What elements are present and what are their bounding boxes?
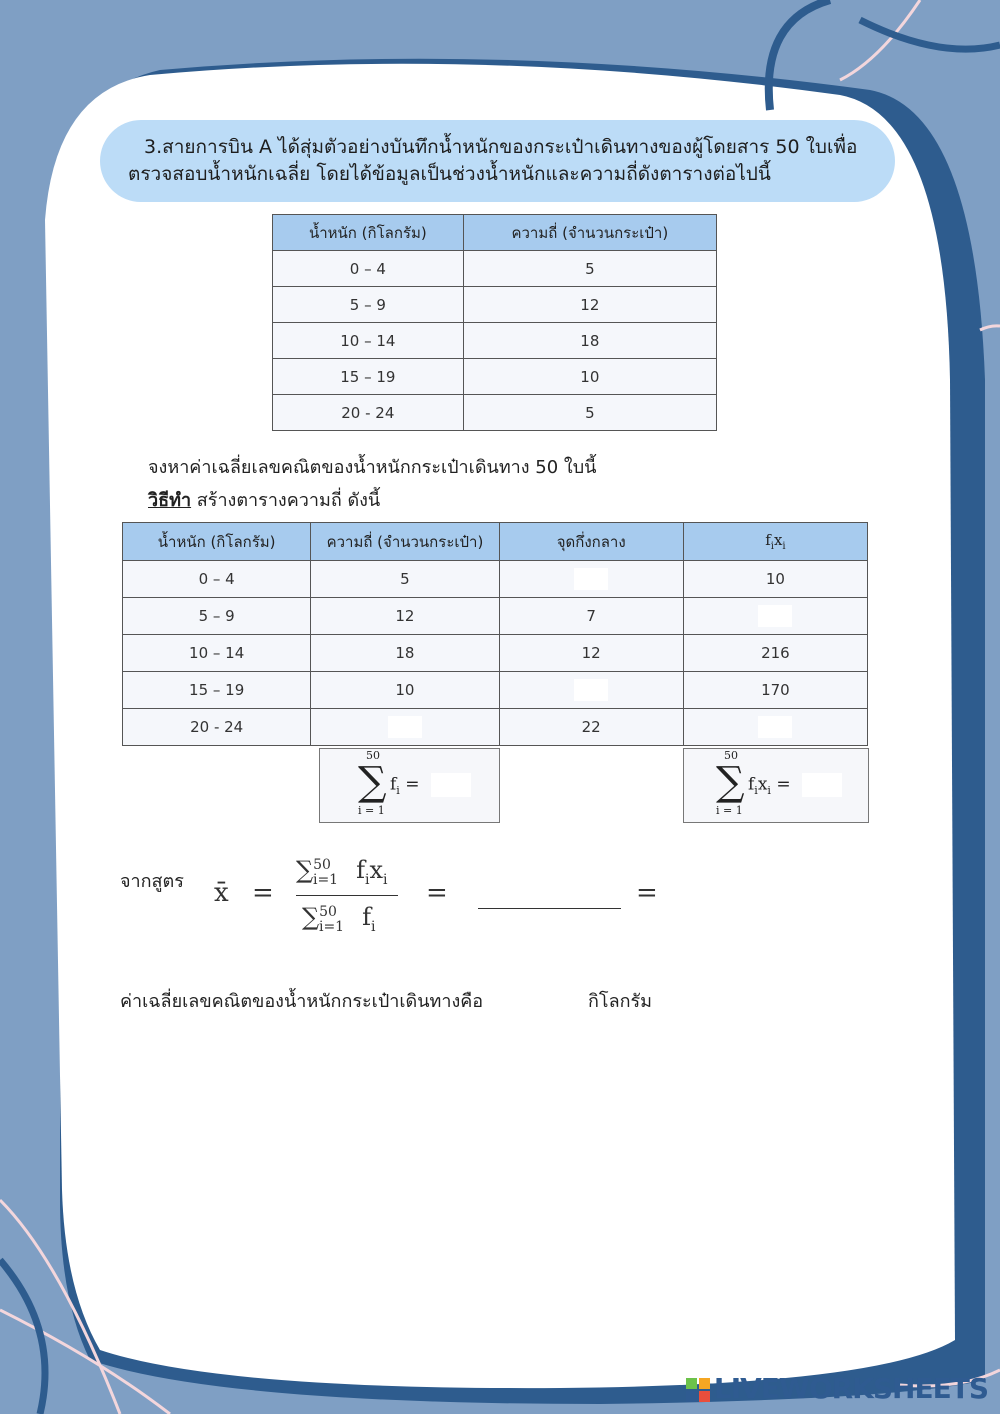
sum-upper-limit: 50 bbox=[366, 749, 380, 762]
table-row bbox=[123, 672, 868, 709]
sum-frequency-input[interactable] bbox=[431, 773, 471, 797]
frequency-cell: 5 bbox=[463, 395, 716, 431]
worksheet-table bbox=[122, 522, 868, 746]
weight-cell: 0 – 4 bbox=[123, 561, 311, 598]
header-frequency: ความถี่ (จำนวนกระเป๋า) bbox=[463, 215, 716, 251]
sum-frequency-box bbox=[319, 748, 500, 823]
table-header-row bbox=[123, 523, 868, 561]
table-row bbox=[273, 395, 717, 431]
answer-unit: กิโลกรัม bbox=[588, 991, 653, 1012]
weight-cell: 15 – 19 bbox=[273, 359, 464, 395]
fixi-cell: 216 bbox=[683, 635, 867, 672]
answer-input[interactable] bbox=[574, 568, 608, 590]
table-row bbox=[273, 323, 717, 359]
midpoint-cell: 22 bbox=[499, 709, 683, 746]
answer-input[interactable] bbox=[574, 679, 608, 701]
answer-input[interactable] bbox=[758, 605, 792, 627]
midpoint-cell: 7 bbox=[499, 598, 683, 635]
logo-text: LIVEWORKSHEETS bbox=[713, 1372, 988, 1405]
table-row bbox=[123, 709, 868, 746]
weight-cell: 15 – 19 bbox=[123, 672, 311, 709]
header-fixi: $f_ix_i$ bbox=[683, 523, 867, 561]
method-line bbox=[148, 485, 380, 514]
method-text: สร้างตารางความถี่ ดังนี้ bbox=[191, 490, 381, 511]
header-weight: น้ำหนัก (กิโลกรัม) bbox=[123, 523, 311, 561]
table-row bbox=[273, 287, 717, 323]
midpoint-cell bbox=[499, 672, 683, 709]
sum-lower-limit: i = 1 bbox=[358, 804, 385, 817]
header-midpoint: จุดกึ่งกลาง bbox=[499, 523, 683, 561]
frequency-cell: 10 bbox=[311, 672, 499, 709]
midpoint-cell bbox=[499, 561, 683, 598]
table-header-row bbox=[273, 215, 717, 251]
weight-cell: 10 – 14 bbox=[123, 635, 311, 672]
midpoint-cell: 12 bbox=[499, 635, 683, 672]
liveworksheets-logo bbox=[686, 1372, 988, 1405]
sum-frequency-expr: $f_i$ = bbox=[390, 773, 471, 797]
weight-cell: 20 - 24 bbox=[123, 709, 311, 746]
frequency-cell: 12 bbox=[311, 598, 499, 635]
sum-fixi-box bbox=[683, 748, 869, 823]
formula-label: จากสูตร bbox=[120, 871, 184, 892]
frequency-table bbox=[272, 214, 717, 431]
fixi-cell: 10 bbox=[683, 561, 867, 598]
sigma-symbol: ∑ bbox=[358, 759, 387, 805]
fixi-cell: 170 bbox=[683, 672, 867, 709]
sum-fixi-expr: $f_ix_i$ = bbox=[748, 773, 842, 797]
numerator: ∑$^{50}_{i=1}$ $f_ix_i$ bbox=[296, 856, 388, 888]
question-bubble bbox=[100, 120, 895, 202]
weight-cell: 0 – 4 bbox=[273, 251, 464, 287]
weight-cell: 5 – 9 bbox=[273, 287, 464, 323]
method-label: วิธีทำ bbox=[148, 490, 192, 511]
weight-cell: 5 – 9 bbox=[123, 598, 311, 635]
instruction-text: จงหาค่าเฉลี่ยเลขคณิตของน้ำหนักกระเป๋าเดินทาง 50 ใบนี้ bbox=[148, 457, 597, 478]
answer-input[interactable] bbox=[758, 716, 792, 738]
question-line-2: ตรวจสอบน้ำหนักเฉลี่ย โดยได้ข้อมูลเป็นช่วงน้ำหนักและความถี่ดังตารางต่อไปนี้ bbox=[128, 163, 771, 185]
header-weight: น้ำหนัก (กิโลกรัม) bbox=[273, 215, 464, 251]
table-row bbox=[123, 561, 868, 598]
table-row bbox=[273, 359, 717, 395]
weight-cell: 10 – 14 bbox=[273, 323, 464, 359]
fraction-bar bbox=[296, 895, 398, 896]
table-row bbox=[123, 598, 868, 635]
frequency-cell: 5 bbox=[311, 561, 499, 598]
frequency-cell: 5 bbox=[463, 251, 716, 287]
weight-cell: 20 - 24 bbox=[273, 395, 464, 431]
equals-sign: = bbox=[426, 878, 448, 908]
answer-input[interactable] bbox=[388, 716, 422, 738]
table-row bbox=[123, 635, 868, 672]
logo-icon bbox=[686, 1378, 710, 1402]
frequency-cell: 18 bbox=[463, 323, 716, 359]
sum-fixi-input[interactable] bbox=[802, 773, 842, 797]
fixi-cell bbox=[683, 598, 867, 635]
sum-upper-limit: 50 bbox=[724, 749, 738, 762]
frequency-cell: 12 bbox=[463, 287, 716, 323]
sigma-symbol: ∑ bbox=[716, 759, 745, 805]
frequency-cell: 18 bbox=[311, 635, 499, 672]
fixi-cell bbox=[683, 709, 867, 746]
header-frequency: ความถี่ (จำนวนกระเป๋า) bbox=[311, 523, 499, 561]
denominator: ∑$^{50}_{i=1}$ $f_i$ bbox=[302, 903, 376, 935]
sum-lower-limit: i = 1 bbox=[716, 804, 743, 817]
equals-sign: = bbox=[252, 878, 274, 908]
answer-line[interactable] bbox=[478, 908, 621, 909]
table-row bbox=[273, 251, 717, 287]
mean-symbol: x̄ bbox=[214, 878, 229, 908]
frequency-cell: 10 bbox=[463, 359, 716, 395]
answer-text: ค่าเฉลี่ยเลขคณิตของน้ำหนักกระเป๋าเดินทางคือ bbox=[120, 991, 484, 1012]
frequency-cell bbox=[311, 709, 499, 746]
equals-sign: = bbox=[636, 878, 658, 908]
question-line-1: 3.สายการบิน A ได้สุ่มตัวอย่างบันทึกน้ำหนักของกระเป๋าเดินทางของผู้โดยสาร 50 ใบเพื่อ bbox=[144, 136, 858, 158]
